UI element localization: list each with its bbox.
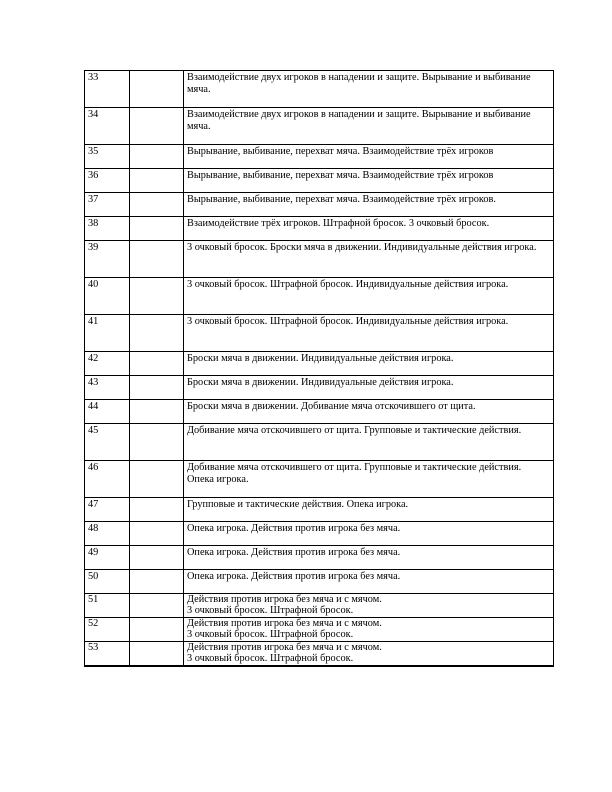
lesson-topic: Броски мяча в движении. Добивание мяча отскочившего от щита. — [184, 400, 554, 424]
table-row — [85, 193, 554, 217]
empty-cell — [130, 570, 184, 594]
table-row — [85, 241, 554, 278]
empty-cell — [130, 546, 184, 570]
empty-cell — [130, 618, 184, 642]
lesson-topic: Броски мяча в движении. Индивидуальные действия игрока. — [184, 352, 554, 376]
empty-cell — [130, 376, 184, 400]
table-row — [85, 108, 554, 145]
lesson-topic: Вырывание, выбивание, перехват мяча. Взаимодействие трёх игроков — [184, 169, 554, 193]
table-row — [85, 400, 554, 424]
lesson-topic: Добивание мяча отскочившего от щита. Групповые и тактические действия. — [184, 424, 554, 461]
lesson-number: 46 — [85, 461, 130, 498]
table-row — [85, 594, 554, 618]
empty-cell — [130, 498, 184, 522]
lesson-topic: 3 очковый бросок. Штрафной бросок. Индивидуальные действия игрока. — [184, 278, 554, 315]
lesson-plan-table — [84, 70, 554, 667]
lesson-number: 36 — [85, 169, 130, 193]
lesson-topic: 3 очковый бросок. Штрафной бросок. Индивидуальные действия игрока. — [184, 315, 554, 352]
table-row — [85, 376, 554, 400]
lesson-number: 43 — [85, 376, 130, 400]
lesson-number: 38 — [85, 217, 130, 241]
empty-cell — [130, 241, 184, 278]
lesson-number: 48 — [85, 522, 130, 546]
table-row — [85, 424, 554, 461]
lesson-topic: Вырывание, выбивание, перехват мяча. Взаимодействие трёх игроков. — [184, 193, 554, 217]
lesson-topic: Броски мяча в движении. Индивидуальные действия игрока. — [184, 376, 554, 400]
empty-cell — [130, 400, 184, 424]
table-row — [85, 498, 554, 522]
table-row — [85, 315, 554, 352]
table-row — [85, 145, 554, 169]
empty-cell — [130, 169, 184, 193]
lesson-number: 41 — [85, 315, 130, 352]
table-row — [85, 461, 554, 498]
lesson-number: 50 — [85, 570, 130, 594]
lesson-number: 44 — [85, 400, 130, 424]
empty-cell — [130, 193, 184, 217]
table-row — [85, 278, 554, 315]
lesson-number: 42 — [85, 352, 130, 376]
lesson-topic: Действия против игрока без мяча и с мячом. 3 очковый бросок. Штрафной бросок. — [184, 642, 554, 667]
lesson-topic: Групповые и тактические действия. Опека игрока. — [184, 498, 554, 522]
table-row — [85, 169, 554, 193]
empty-cell — [130, 217, 184, 241]
empty-cell — [130, 278, 184, 315]
empty-cell — [130, 594, 184, 618]
table-row — [85, 546, 554, 570]
lesson-number: 53 — [85, 642, 130, 667]
lesson-number: 35 — [85, 145, 130, 169]
table-row — [85, 570, 554, 594]
lesson-number: 52 — [85, 618, 130, 642]
table-row — [85, 618, 554, 642]
lesson-topic: Взаимодействие двух игроков в нападении и защите. Вырывание и выбивание мяча. — [184, 71, 554, 108]
lesson-number: 51 — [85, 594, 130, 618]
lesson-number: 40 — [85, 278, 130, 315]
lesson-topic: Действия против игрока без мяча и с мячом. 3 очковый бросок. Штрафной бросок. — [184, 594, 554, 618]
lesson-number: 49 — [85, 546, 130, 570]
empty-cell — [130, 145, 184, 169]
lesson-number: 39 — [85, 241, 130, 278]
lesson-number: 34 — [85, 108, 130, 145]
lesson-topic: Добивание мяча отскочившего от щита. Групповые и тактические действия. Опека игрока. — [184, 461, 554, 498]
table-row — [85, 71, 554, 108]
empty-cell — [130, 522, 184, 546]
table-row — [85, 522, 554, 546]
lesson-topic: Опека игрока. Действия против игрока без мяча. — [184, 522, 554, 546]
lesson-topic: Взаимодействие двух игроков в нападении и защите. Вырывание и выбивание мяча. — [184, 108, 554, 145]
lesson-topic: Опека игрока. Действия против игрока без мяча. — [184, 570, 554, 594]
lesson-topic: 3 очковый бросок. Броски мяча в движении. Индивидуальные действия игрока. — [184, 241, 554, 278]
lesson-topic: Опека игрока. Действия против игрока без мяча. — [184, 546, 554, 570]
lesson-topic: Взаимодействие трёх игроков. Штрафной бросок. 3 очковый бросок. — [184, 217, 554, 241]
empty-cell — [130, 424, 184, 461]
empty-cell — [130, 642, 184, 667]
empty-cell — [130, 315, 184, 352]
table-row — [85, 352, 554, 376]
lesson-topic: Вырывание, выбивание, перехват мяча. Взаимодействие трёх игроков — [184, 145, 554, 169]
empty-cell — [130, 71, 184, 108]
lesson-number: 45 — [85, 424, 130, 461]
lesson-number: 47 — [85, 498, 130, 522]
empty-cell — [130, 352, 184, 376]
lesson-number: 33 — [85, 71, 130, 108]
empty-cell — [130, 461, 184, 498]
lesson-topic: Действия против игрока без мяча и с мячом. 3 очковый бросок. Штрафной бросок. — [184, 618, 554, 642]
lesson-number: 37 — [85, 193, 130, 217]
empty-cell — [130, 108, 184, 145]
table-row — [85, 217, 554, 241]
table-row — [85, 642, 554, 667]
